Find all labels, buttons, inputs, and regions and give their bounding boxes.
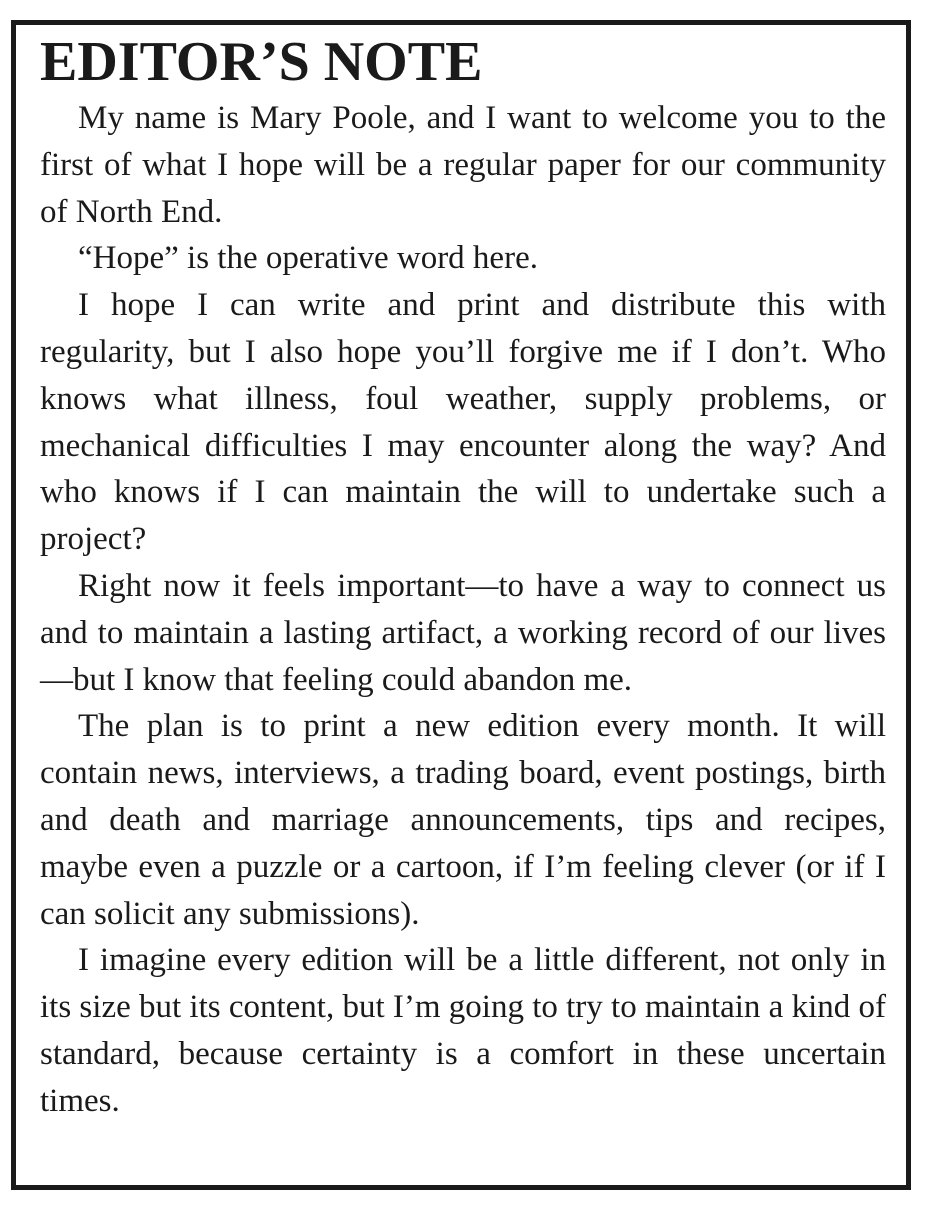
editors-note-title: EDITOR’S NOTE [40, 31, 483, 93]
paragraph-regularity: I hope I can write and print and distribute this with regularity, but I also hope you’ll forgive me if I don’t. Who knows what illness, foul weather, supply problems, or mechanical difficulties I may encounter along the way? And who knows if I can maintain the will to undertake such a project? [40, 287, 886, 558]
paragraph-welcome: My name is Mary Poole, and I want to welcome you to the first of what I hope will be a regular paper for our community of North End. [40, 100, 886, 230]
paragraph-plan: The plan is to print a new edition every month. It will contain news, interviews, a trading board, event postings, birth and death and marriage announcements, tips and recipes, maybe even a puzzle or a cartoon, if I’m feeling clever (or if I can solicit any submissions). [40, 708, 886, 932]
editors-note-content [40, 31, 886, 1125]
editors-note-box [11, 20, 911, 1190]
paragraph-importance: Right now it feels important—to have a way to connect us and to maintain a lasting artifact, a working record of our lives—but I know that feeling could abandon me. [40, 567, 886, 698]
paragraph-hope: “Hope” is the operative word here. [78, 240, 538, 277]
paragraph-standard: I imagine every edition will be a little different, not only in its size but its content, but I’m going to try to maintain a kind of standard, because certainty is a comfort in these uncertain times. [40, 942, 886, 1119]
